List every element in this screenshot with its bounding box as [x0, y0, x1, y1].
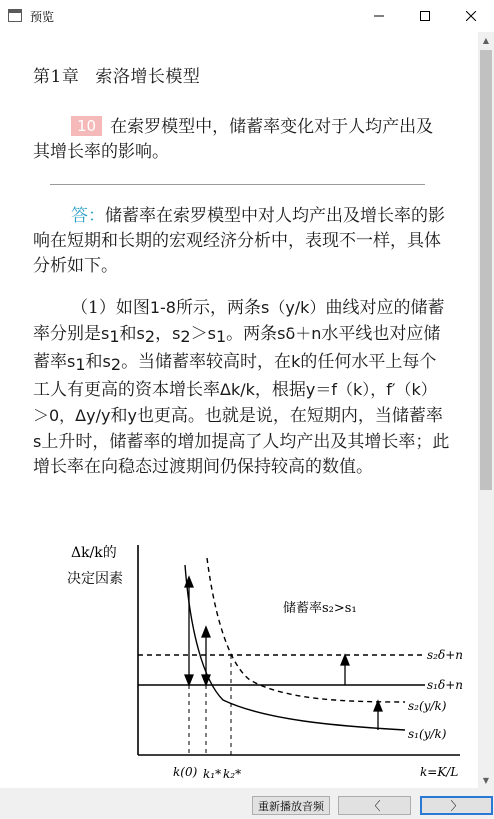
minimize-icon [374, 11, 384, 21]
para-text: 。两条 [226, 324, 278, 344]
fig-x-label: k=K/L [420, 765, 459, 779]
fig-curve-s1 [185, 565, 405, 730]
math-s1: s [207, 324, 216, 343]
math-yk: （y/k） [269, 298, 326, 317]
fig-tick-k2: k₂* [223, 767, 242, 781]
fig-label-s2-delta-n: s₂δ+n [427, 648, 463, 662]
scroll-thumb[interactable] [480, 50, 492, 490]
para-text: 和 [119, 324, 137, 344]
scroll-up-arrow-icon[interactable]: ▲ [482, 35, 490, 45]
chevron-right-icon: 〉 [450, 799, 463, 813]
fig-arrows [185, 577, 382, 730]
math-s2: s [136, 324, 145, 343]
fig-ylabel-line2: 决定因素 [67, 571, 123, 587]
fig-label-s1-curve: s₁(y/k) [408, 727, 447, 741]
scroll-down-arrow-icon[interactable]: ▼ [482, 775, 490, 785]
math-sub: 1 [215, 327, 227, 346]
para-text: ， [155, 324, 173, 344]
previous-page-button[interactable] [338, 796, 411, 815]
math-s: s [260, 298, 270, 317]
para-text: 的任何水平上每个工人有更高的资本增长率 [33, 352, 437, 400]
chapter-name: 索洛增长模型 [95, 67, 201, 87]
answer-block [33, 204, 445, 279]
divider [50, 184, 425, 185]
fig-curve-s2 [207, 558, 405, 702]
minimize-button[interactable] [356, 0, 402, 32]
app-window-icon [8, 9, 22, 22]
para-text: 上升时，储蓄率的增加提高了人均产出及其增长率；此增长率在向稳态过渡期间仍保持较高的数值。 [33, 432, 450, 477]
para-text: 所示，两条 [175, 298, 261, 318]
math-sdn: sδ＋n [277, 324, 322, 343]
question-block [33, 115, 443, 165]
close-button[interactable] [448, 0, 494, 32]
question-text: 在索罗模型中，储蓄率变化对于人均产出及其增长率的影响。 [33, 117, 434, 162]
paragraph-1 [33, 295, 451, 480]
answer-text: 储蓄率在索罗模型中对人均产出及增长率的影响在短期和长期的宏观经济分析中，表现不一样，具体分析如下。 [33, 206, 445, 276]
figure-ref: 1-8 [149, 298, 176, 317]
fig-label-s1-delta-n: s₁δ+n [427, 678, 463, 692]
math-k: k [291, 352, 301, 371]
math-sub: 1 [75, 355, 86, 374]
math-s1: s [67, 352, 76, 371]
math-sub: 2 [110, 355, 122, 374]
math-sub: 2 [180, 327, 191, 346]
fig-tick-k1: k₁* [203, 767, 222, 781]
math-s1: s [101, 324, 110, 343]
maximize-icon [420, 11, 430, 21]
math-s: s [33, 432, 42, 451]
window-title: 预览 [30, 10, 55, 24]
para-text: 也更高。也就是说，在短期内，当储蓄率 [136, 406, 443, 426]
math-y: y [127, 406, 137, 425]
close-icon [466, 11, 476, 21]
para-text: 和 [110, 406, 128, 426]
fig-annotation: 储蓄率s₂>s₁ [283, 601, 357, 616]
preview-content[interactable] [0, 32, 478, 788]
para-text: 曲线对应的储蓄率分别是 [33, 298, 445, 344]
answer-label: 答： [71, 206, 105, 226]
chapter-heading [33, 62, 200, 87]
fig-ylabel-line1: Δk/k的 [71, 545, 117, 561]
para-text: 水平线也对应储蓄率 [33, 324, 441, 372]
math-s2: s [102, 352, 111, 371]
fig-tick-k0: k(0) [173, 765, 198, 779]
para-text: （1）如图 [71, 298, 150, 318]
question-number-badge: 10 [71, 116, 102, 136]
replay-audio-button[interactable]: 重新播放音频 [252, 796, 330, 815]
para-text: ，根据 [254, 380, 306, 400]
math-dkk: Δk/k [220, 380, 255, 399]
chevron-left-icon: 〈 [368, 799, 381, 813]
math-sub: 2 [144, 327, 156, 346]
math-yfk: y＝f（k），f′（k）＞0，Δy/y [33, 380, 437, 425]
para-text: 和 [85, 352, 103, 372]
math-gt: ＞ [190, 324, 208, 344]
next-page-button[interactable] [420, 796, 493, 815]
chapter-number: 第1章 [33, 67, 80, 87]
figure-1-8 [65, 540, 475, 788]
vertical-scrollbar[interactable] [478, 32, 494, 788]
fig-label-s2-curve: s₂(y/k) [408, 699, 447, 713]
maximize-button[interactable] [402, 0, 448, 32]
math-sub: 1 [109, 327, 120, 346]
para-text: 。当储蓄率较高时，在 [121, 352, 292, 372]
math-s2: s [172, 324, 181, 343]
title-bar [0, 0, 494, 32]
